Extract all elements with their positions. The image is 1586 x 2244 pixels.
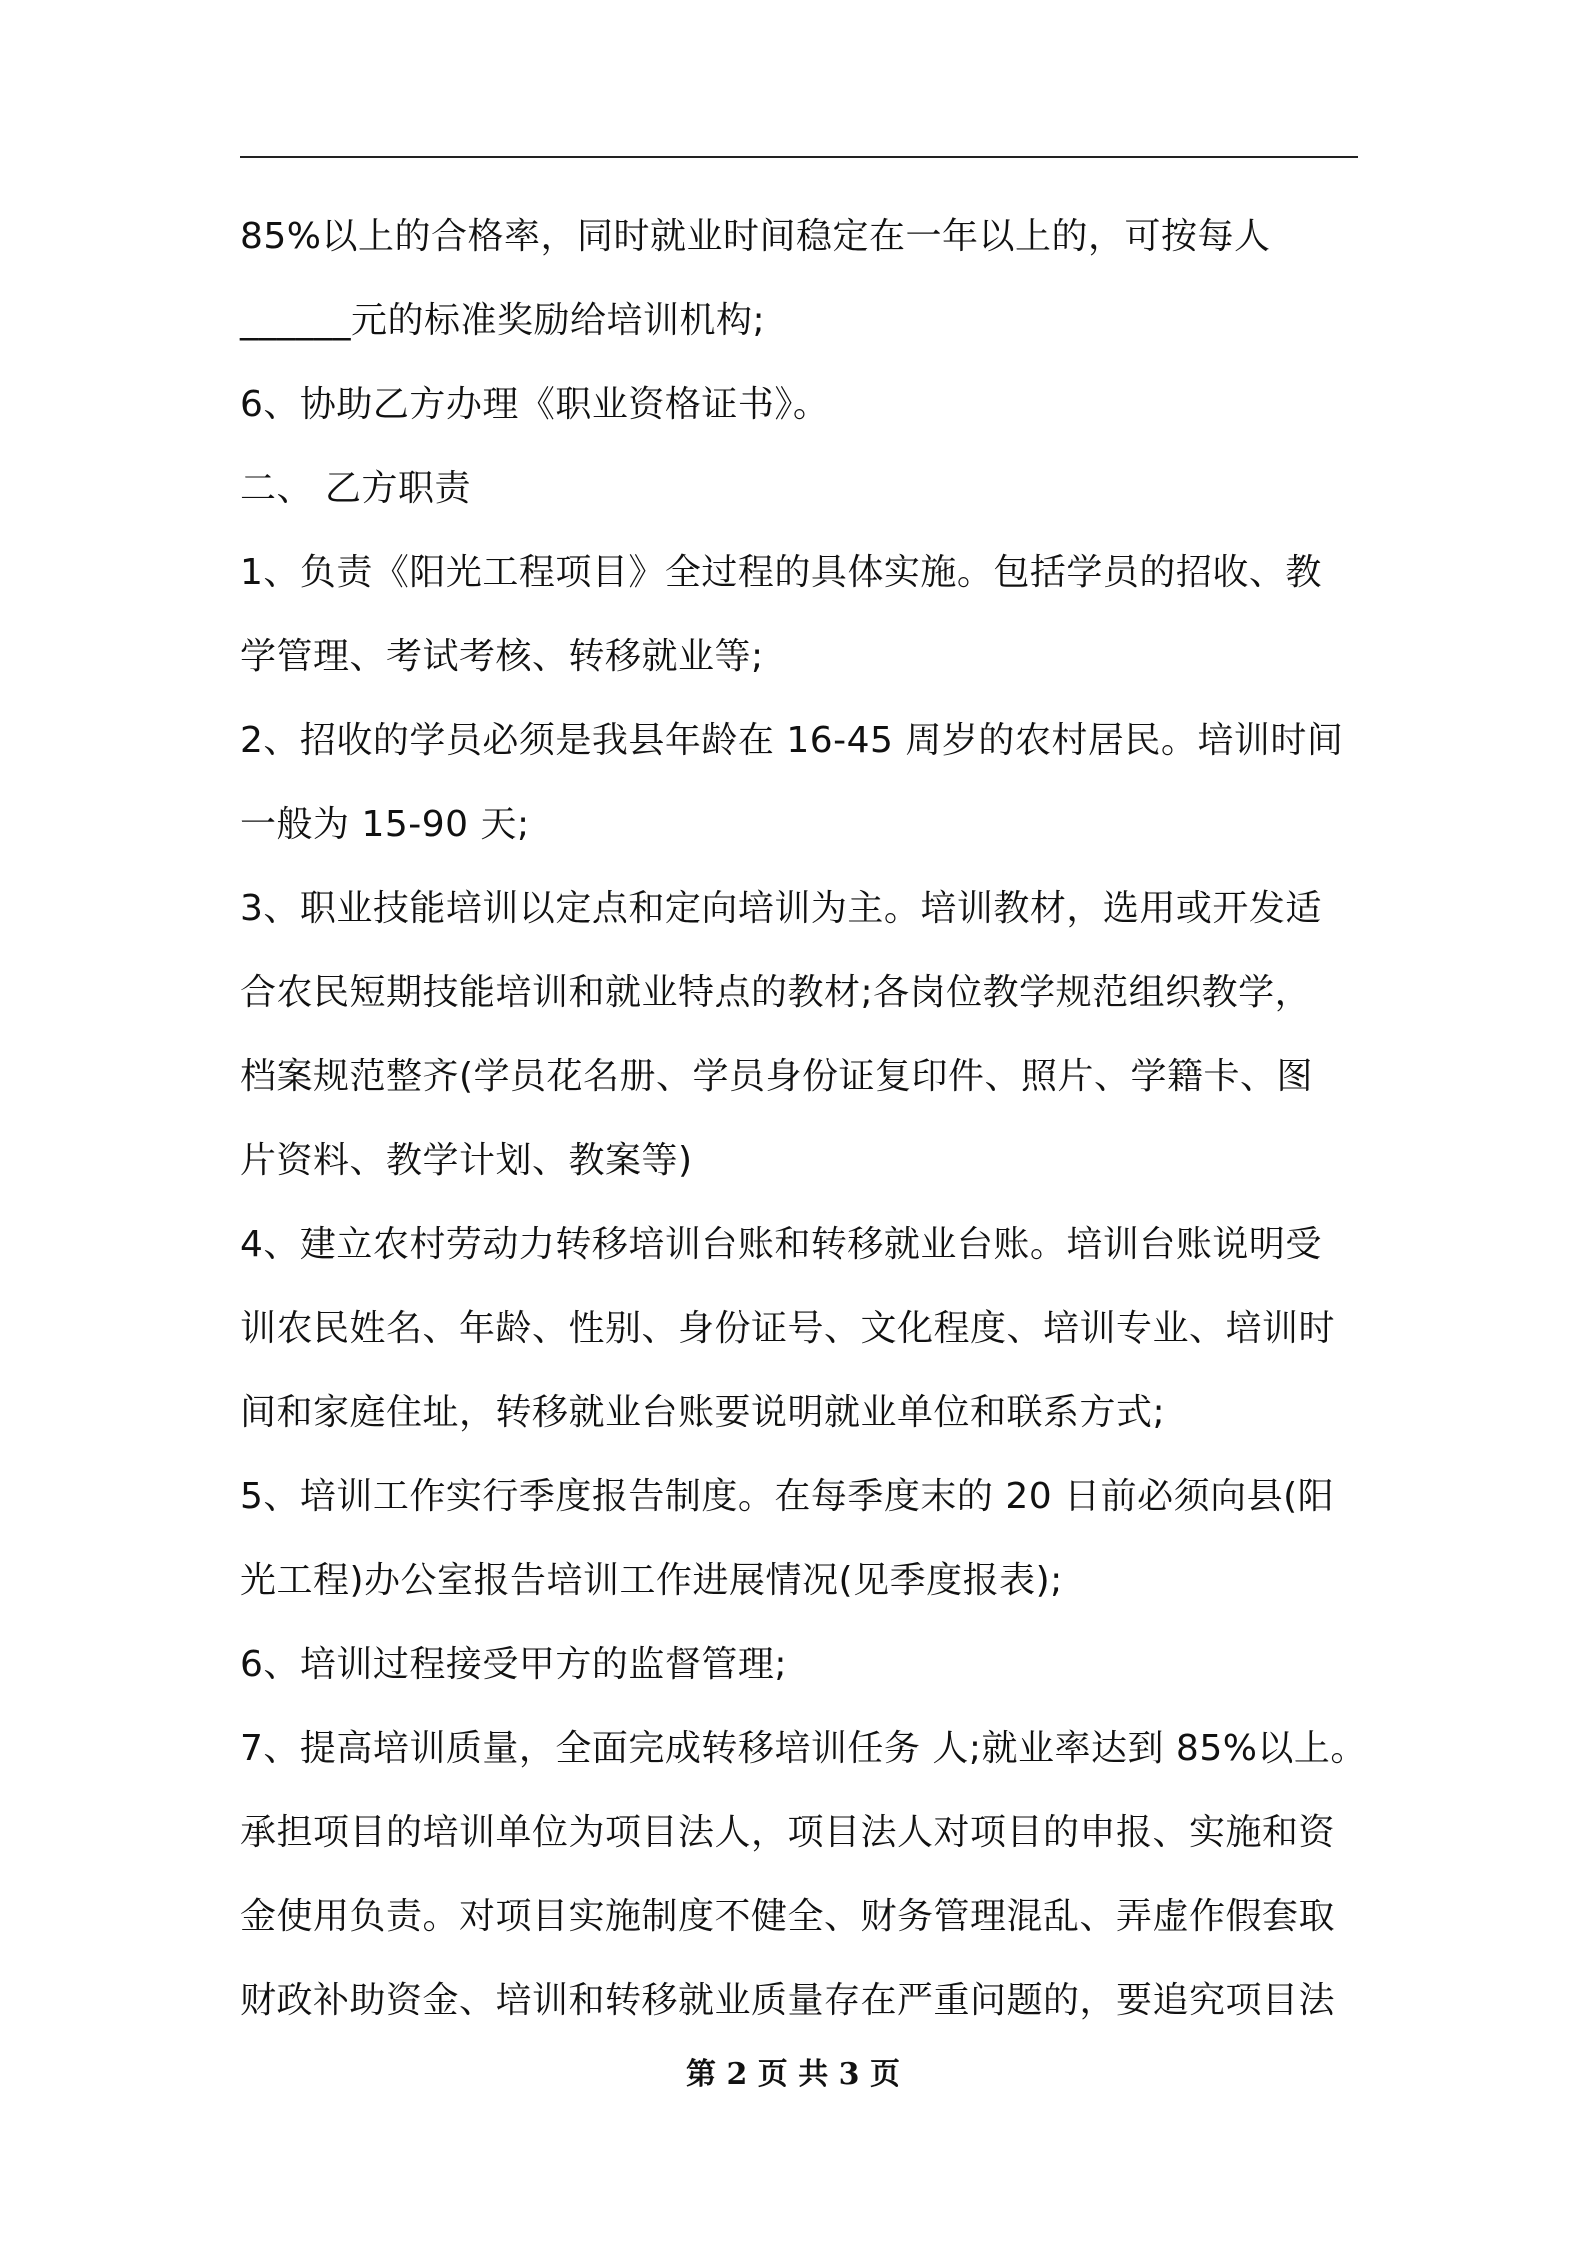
text-line: 金使用负责。对项目实施制度不健全、财务管理混乱、弄虚作假套取 (240, 1896, 1336, 1937)
text-line: 4、建立农村劳动力转移培训台账和转移就业台账。培训台账说明受 (240, 1224, 1322, 1265)
text-line: 85%以上的合格率，同时就业时间稳定在一年以上的，可按每人 (240, 216, 1271, 257)
text-line: 训农民姓名、年龄、性别、身份证号、文化程度、培训专业、培训时 (240, 1308, 1336, 1349)
text-line: 合农民短期技能培训和就业特点的教材;各岗位教学规范组织教学， (240, 972, 1312, 1013)
text-line: 7、提高培训质量，全面完成转移培训任务 人;就业率达到 85%以上。 (240, 1728, 1367, 1769)
document-body (240, 195, 1367, 2043)
text-line: 一般为 15-90 天; (240, 804, 530, 845)
text-line: 承担项目的培训单位为项目法人，项目法人对项目的申报、实施和资 (240, 1812, 1336, 1853)
section-heading: 二、 乙方职责 (240, 468, 471, 509)
text-line: 学管理、考试考核、转移就业等; (240, 636, 764, 677)
page-number: 第 2 页 共 3 页 (686, 2057, 900, 2092)
text-line: 2、招收的学员必须是我县年龄在 16-45 周岁的农村居民。培训时间 (240, 720, 1344, 761)
text-line: 档案规范整齐(学员花名册、学员身份证复印件、照片、学籍卡、图 (240, 1056, 1314, 1097)
text-line: 间和家庭住址，转移就业台账要说明就业单位和联系方式; (240, 1392, 1166, 1433)
header-rule (240, 156, 1358, 158)
text-line: 1、负责《阳光工程项目》全过程的具体实施。包括学员的招收、教 (240, 552, 1322, 593)
text-line: 财政补助资金、培训和转移就业质量存在严重问题的，要追究项目法 (240, 1980, 1336, 2021)
text-line: 片资料、教学计划、教案等) (240, 1140, 693, 1181)
text-line: ______元的标准奖励给培训机构; (240, 300, 766, 341)
text-line: 光工程)办公室报告培训工作进展情况(见季度报表); (240, 1560, 1063, 1601)
text-line: 3、职业技能培训以定点和定向培训为主。培训教材，选用或开发适 (240, 888, 1322, 929)
text-line: 6、培训过程接受甲方的监督管理; (240, 1644, 788, 1685)
text-line: 6、协助乙方办理《职业资格证书》。 (240, 384, 830, 425)
text-line: 5、培训工作实行季度报告制度。在每季度末的 20 日前必须向县(阳 (240, 1476, 1335, 1517)
